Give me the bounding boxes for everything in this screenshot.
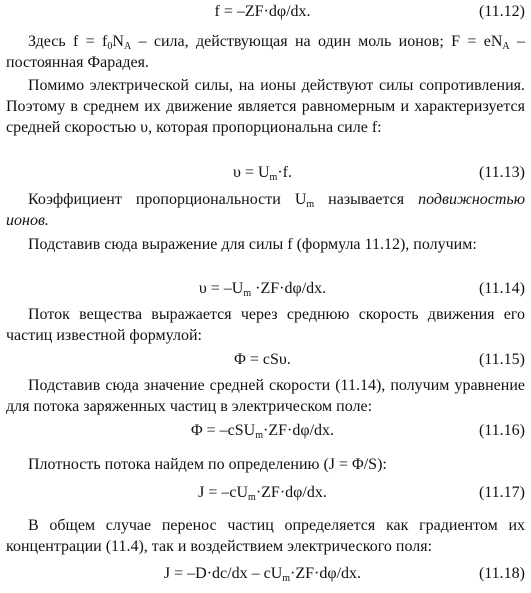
equation-11-17 (0, 481, 525, 505)
equation-number: (11.12) (478, 3, 525, 20)
text: Помимо электрической силы, на ионы действуют силы сопротивления. Поэтому в среднем их движение является равномерным и характеризуется средней скоростью υ, которая пропорциональна силе f: (6, 77, 525, 136)
equation-11-18 (0, 562, 525, 586)
paragraph-charged-flow (6, 375, 525, 417)
text: называется (314, 191, 419, 208)
equation-number: (11.16) (478, 422, 525, 439)
subscript: A (502, 41, 510, 52)
italic-term: подвижностью ионов. (6, 191, 525, 229)
subscript: 0 (107, 41, 113, 52)
text: В общем случае перенос частиц определяется как градиентом их концентрации (11.4), так и воздействием электрического поля: (6, 517, 525, 555)
paragraph-resistance (6, 75, 525, 138)
equation-formula: Φ = cSυ. (234, 351, 291, 368)
paragraph-flow (6, 304, 525, 346)
equation-11-13 (0, 161, 525, 185)
equation-formula: f = –ZF·dφ/dx. (214, 3, 311, 20)
equation-number: (11.13) (478, 164, 525, 181)
text: Поток вещества выражается через среднюю скорость движения его частиц известной формулой: (6, 306, 525, 344)
text: Подставив сюда значение средней скорости (11.14), получим уравнение для потока заряженных частиц в электрическом поле: (6, 377, 525, 415)
equation-number: (11.17) (478, 484, 525, 501)
equation-formula: $J = -D\cdot dc/dx - cU_m\cdot ZF\cdot d\varphi/dx$. (163, 565, 362, 584)
paragraph-mobility (6, 189, 525, 231)
equation-11-16 (0, 419, 525, 443)
text: Подставив сюда выражение для силы f (формула 11.12), получим: (28, 236, 477, 253)
paragraph-substitution (6, 234, 525, 255)
text: – постоянная Фарадея. (6, 33, 526, 71)
text: Здесь f = f (28, 33, 108, 50)
equation-number: (11.14) (478, 280, 525, 297)
text: – сила, действующая на один моль ионов; F = eN (131, 33, 503, 50)
equation-number: (11.15) (478, 351, 525, 368)
text: N (112, 33, 124, 50)
equation-11-15 (0, 348, 525, 372)
subscript: m (306, 199, 315, 210)
paragraph-faraday (6, 31, 525, 73)
equation-formula: $J = -cU_m\cdot ZF\cdot d\varphi/dx$. (198, 484, 327, 503)
equation-formula: Φ = –cSU$_m$·ZF·dφ/dx. (190, 422, 335, 441)
text: Коэффициент пропорциональности U (28, 191, 307, 208)
equation-11-12 (0, 0, 525, 24)
paragraph-general-case (6, 515, 525, 557)
equation-number: (11.18) (478, 565, 525, 582)
equation-formula: $\upsilon = -U_m \cdot ZF\cdot d\varphi/dx$. (198, 280, 327, 299)
subscript: A (123, 41, 132, 52)
paragraph-density (6, 454, 525, 475)
equation-11-14 (0, 277, 525, 301)
text: Плотность потока найдем по определению (J = Φ/S): (28, 456, 387, 473)
equation-formula: $\upsilon = U_m\cdot f$. (233, 164, 292, 183)
